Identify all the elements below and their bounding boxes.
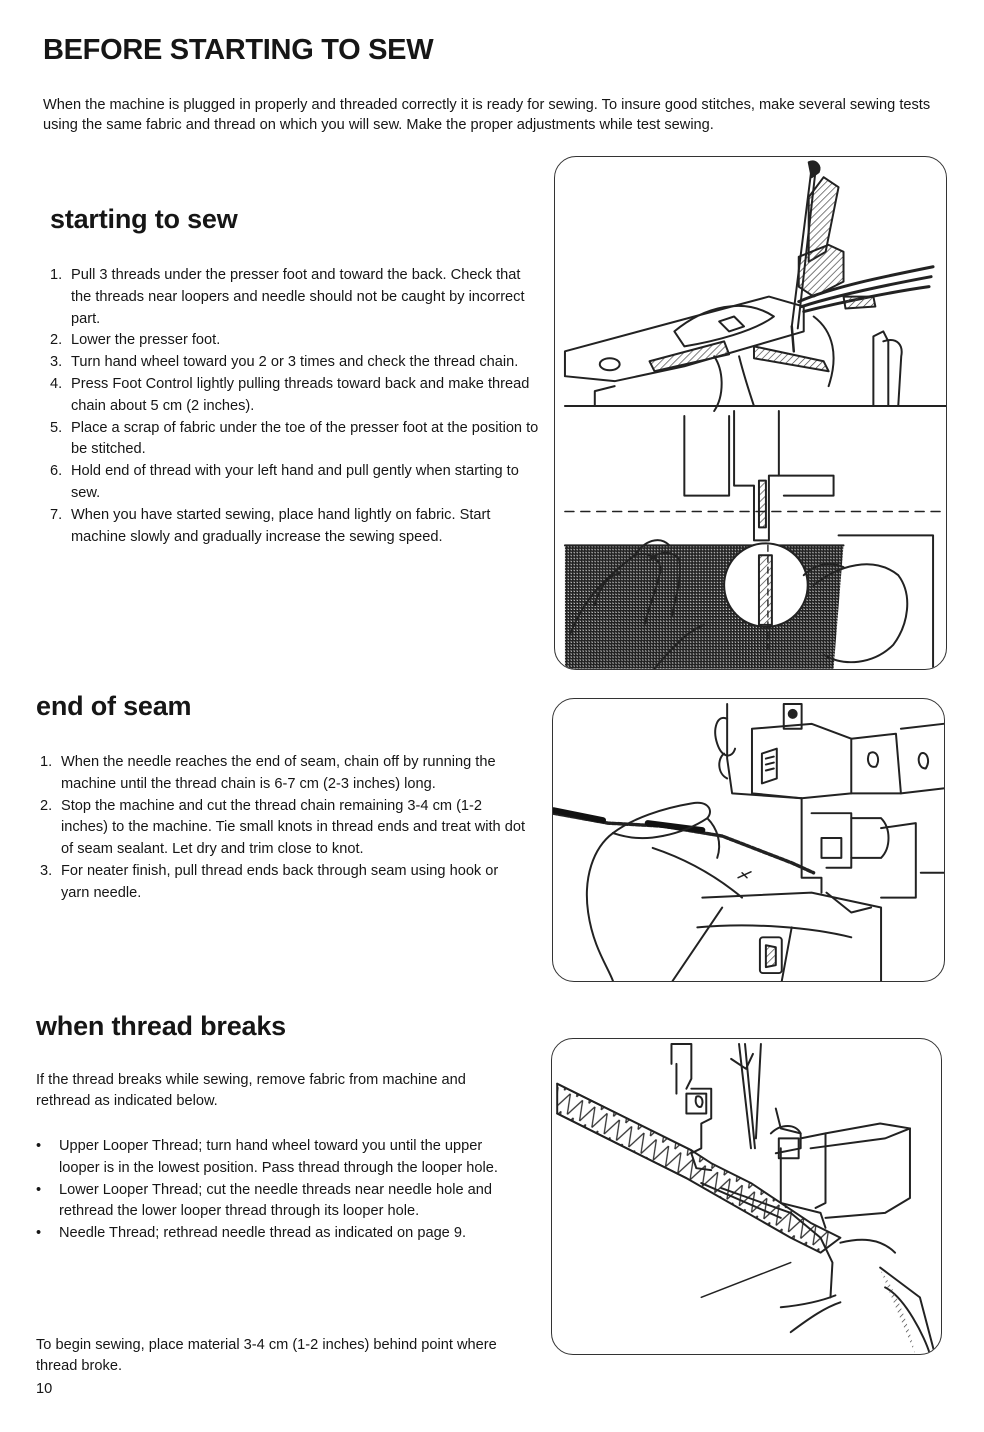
step-number: 5.	[50, 419, 63, 436]
bullet-text: Lower Looper Thread; cut the needle threads near needle hole and rethread the lower looper thread through its looper hole.	[59, 1181, 492, 1220]
list-item	[50, 418, 540, 462]
step-text: Place a scrap of fabric under the toe of the presser foot at the position to be stitched.	[71, 419, 539, 458]
list-item	[50, 374, 540, 418]
step-text: For neater finish, pull thread ends back through seam using hook or yarn needle.	[61, 862, 499, 901]
bullet-icon: •	[36, 1181, 42, 1198]
bullet-text: Needle Thread; rethread needle thread as indicated on page 9.	[59, 1225, 467, 1242]
list-item	[50, 461, 540, 505]
step-number: 3.	[40, 862, 53, 879]
step-number: 2.	[40, 797, 53, 814]
starting-steps-list	[50, 265, 540, 548]
step-number: 3.	[50, 354, 63, 371]
heading-starting-to-sew: starting to sew	[50, 204, 238, 234]
step-number: 1.	[40, 754, 53, 770]
step-text: Hold end of thread with your left hand and pull gently when starting to sew.	[71, 463, 519, 501]
list-item	[40, 796, 530, 861]
bullet-icon: •	[36, 1225, 42, 1242]
list-item	[50, 265, 540, 330]
bullet-text: Upper Looper Thread; turn hand wheel toward you until the upper looper is in the lowest position. Pass thread through the looper hole.	[59, 1138, 498, 1176]
step-text: Pull 3 threads under the presser foot and toward the back. Check that the threads near loopers and needle should not be caught by incorrect part.	[71, 267, 525, 327]
illustration-starting-to-sew	[554, 156, 947, 670]
step-number: 6.	[50, 463, 63, 480]
step-text: Stop the machine and cut the thread chain remaining 3-4 cm (1-2 inches) to the machine. Tie small knots in thread ends and treat with dot of seam sealant. Let dry and trim close to knot.	[61, 797, 526, 858]
step-text: When the needle reaches the end of seam, chain off by running the machine until the thread chain is 6-7 cm (2-3 inches) long.	[61, 754, 496, 792]
illustration-end-of-seam	[552, 698, 945, 982]
list-item	[36, 1180, 526, 1224]
step-number: 7.	[50, 506, 63, 523]
page-number: 10	[36, 1381, 53, 1397]
intro-paragraph: When the machine is plugged in properly and threaded correctly it is ready for sewing. To insure good stitches, make several sewing tests using the same fabric and thread on which you will sew. Make the proper adjustments while test sewing.	[43, 97, 931, 133]
list-item	[40, 752, 530, 796]
page-title: BEFORE STARTING TO SEW	[43, 34, 434, 66]
list-item	[50, 505, 540, 549]
list-item	[36, 1223, 526, 1245]
step-number: 1.	[50, 267, 63, 283]
step-number: 4.	[50, 375, 63, 392]
list-item	[50, 330, 540, 352]
step-text: When you have started sewing, place hand lightly on fabric. Start machine slowly and gradually increase the sewing speed.	[71, 506, 491, 545]
list-item	[50, 352, 540, 374]
thread-breaks-bullet-list	[36, 1136, 526, 1245]
bullet-icon: •	[36, 1138, 42, 1154]
thread-breaks-closing: To begin sewing, place material 3-4 cm (1-2 inches) behind point where thread broke.	[36, 1337, 497, 1374]
step-text: Turn hand wheel toward you 2 or 3 times and check the thread chain.	[71, 354, 519, 371]
illustration-when-thread-breaks	[551, 1038, 942, 1355]
end-of-seam-steps-list	[40, 752, 530, 905]
step-number: 2.	[50, 332, 63, 349]
heading-when-thread-breaks: when thread breaks	[36, 1011, 286, 1041]
list-item	[40, 861, 530, 905]
list-item	[36, 1136, 526, 1180]
step-text: Press Foot Control lightly pulling threads toward back and make thread chain about 5 cm (2 inches).	[71, 375, 530, 414]
heading-end-of-seam: end of seam	[36, 691, 192, 721]
thread-breaks-intro: If the thread breaks while sewing, remove fabric from machine and rethread as indicated below.	[36, 1072, 466, 1109]
step-text: Lower the presser foot.	[71, 332, 221, 349]
